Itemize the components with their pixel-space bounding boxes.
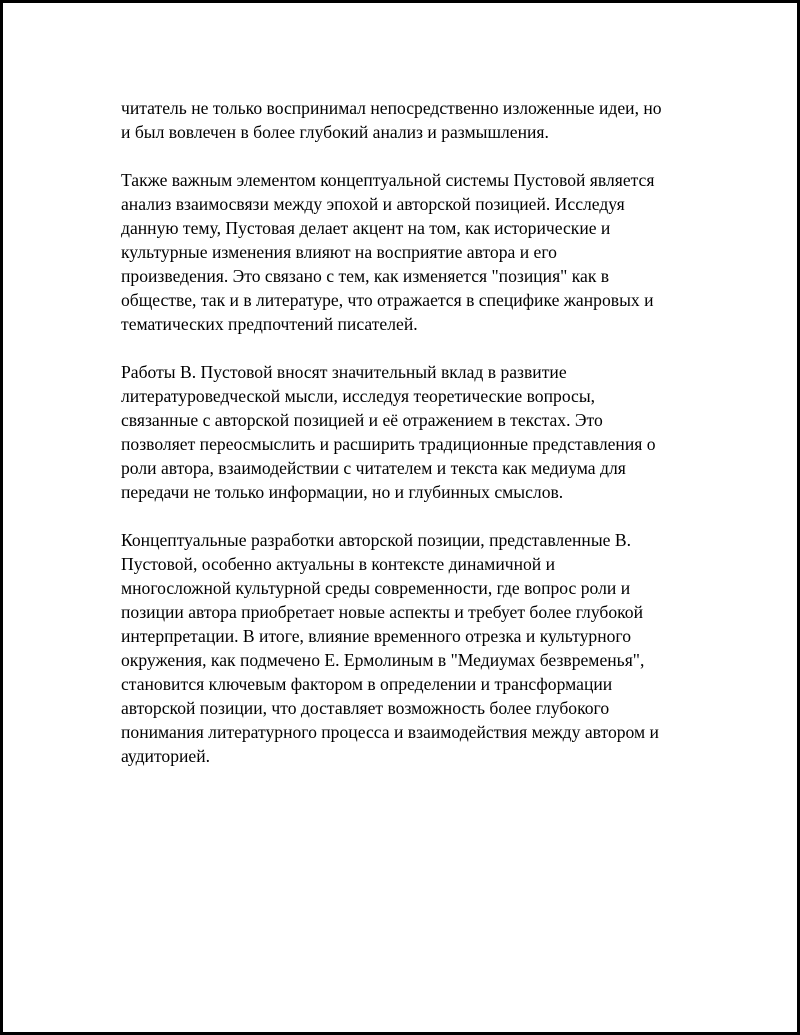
text-line: связанные с авторской позицией и её отражением в текстах. Это — [121, 410, 603, 430]
text-line: интерпретации. В итоге, влияние временного отрезка и культурного — [121, 626, 631, 646]
text-line: культурные изменения влияют на восприятие автора и его — [121, 242, 557, 262]
text-line: передачи не только информации, но и глубинных смыслов. — [121, 482, 564, 502]
text-line: тематических предпочтений писателей. — [121, 314, 418, 334]
paragraph-1 — [121, 96, 691, 144]
text-line: читатель не только воспринимал непосредственно изложенные идеи, но — [121, 98, 662, 118]
text-line: Также важным элементом концептуальной системы Пустовой является — [121, 170, 655, 190]
text-line: авторской позиции, что доставляет возможность более глубокого — [121, 698, 610, 718]
text-line: анализ взаимосвязи между эпохой и авторской позицией. Исследуя — [121, 194, 625, 214]
text-line: Пустовой, особенно актуальны в контексте динамичной и — [121, 554, 556, 574]
text-line: роли автора, взаимодействии с читателем и текста как медиума для — [121, 458, 626, 478]
text-line: литературоведческой мысли, исследуя теоретические вопросы, — [121, 386, 596, 406]
text-line: понимания литературного процесса и взаимодействия между автором и — [121, 722, 659, 742]
document-body — [121, 96, 691, 792]
text-line: позиции автора приобретает новые аспекты и требует более глубокой — [121, 602, 644, 622]
text-line: аудиторией. — [121, 746, 211, 766]
paragraph-4 — [121, 528, 691, 768]
text-line: обществе, так и в литературе, что отражается в специфике жанровых и — [121, 290, 654, 310]
text-line: позволяет переосмыслить и расширить традиционные представления о — [121, 434, 656, 454]
text-line: окружения, как подмечено Е. Ермолиным в "Медиумах безвременья", — [121, 650, 645, 670]
text-line: и был вовлечен в более глубокий анализ и размышления. — [121, 122, 549, 142]
paragraph-2 — [121, 168, 691, 336]
text-line: Работы В. Пустовой вносят значительный вклад в развитие — [121, 362, 567, 382]
text-line: произведения. Это связано с тем, как изменяется "позиция" как в — [121, 266, 610, 286]
text-line: многосложной культурной среды современности, где вопрос роли и — [121, 578, 631, 598]
paragraph-3 — [121, 360, 691, 504]
text-line: Концептуальные разработки авторской позиции, представленные В. — [121, 530, 632, 550]
text-line: данную тему, Пустовая делает акцент на том, как исторические и — [121, 218, 611, 238]
text-line: становится ключевым фактором в определении и трансформации — [121, 674, 613, 694]
